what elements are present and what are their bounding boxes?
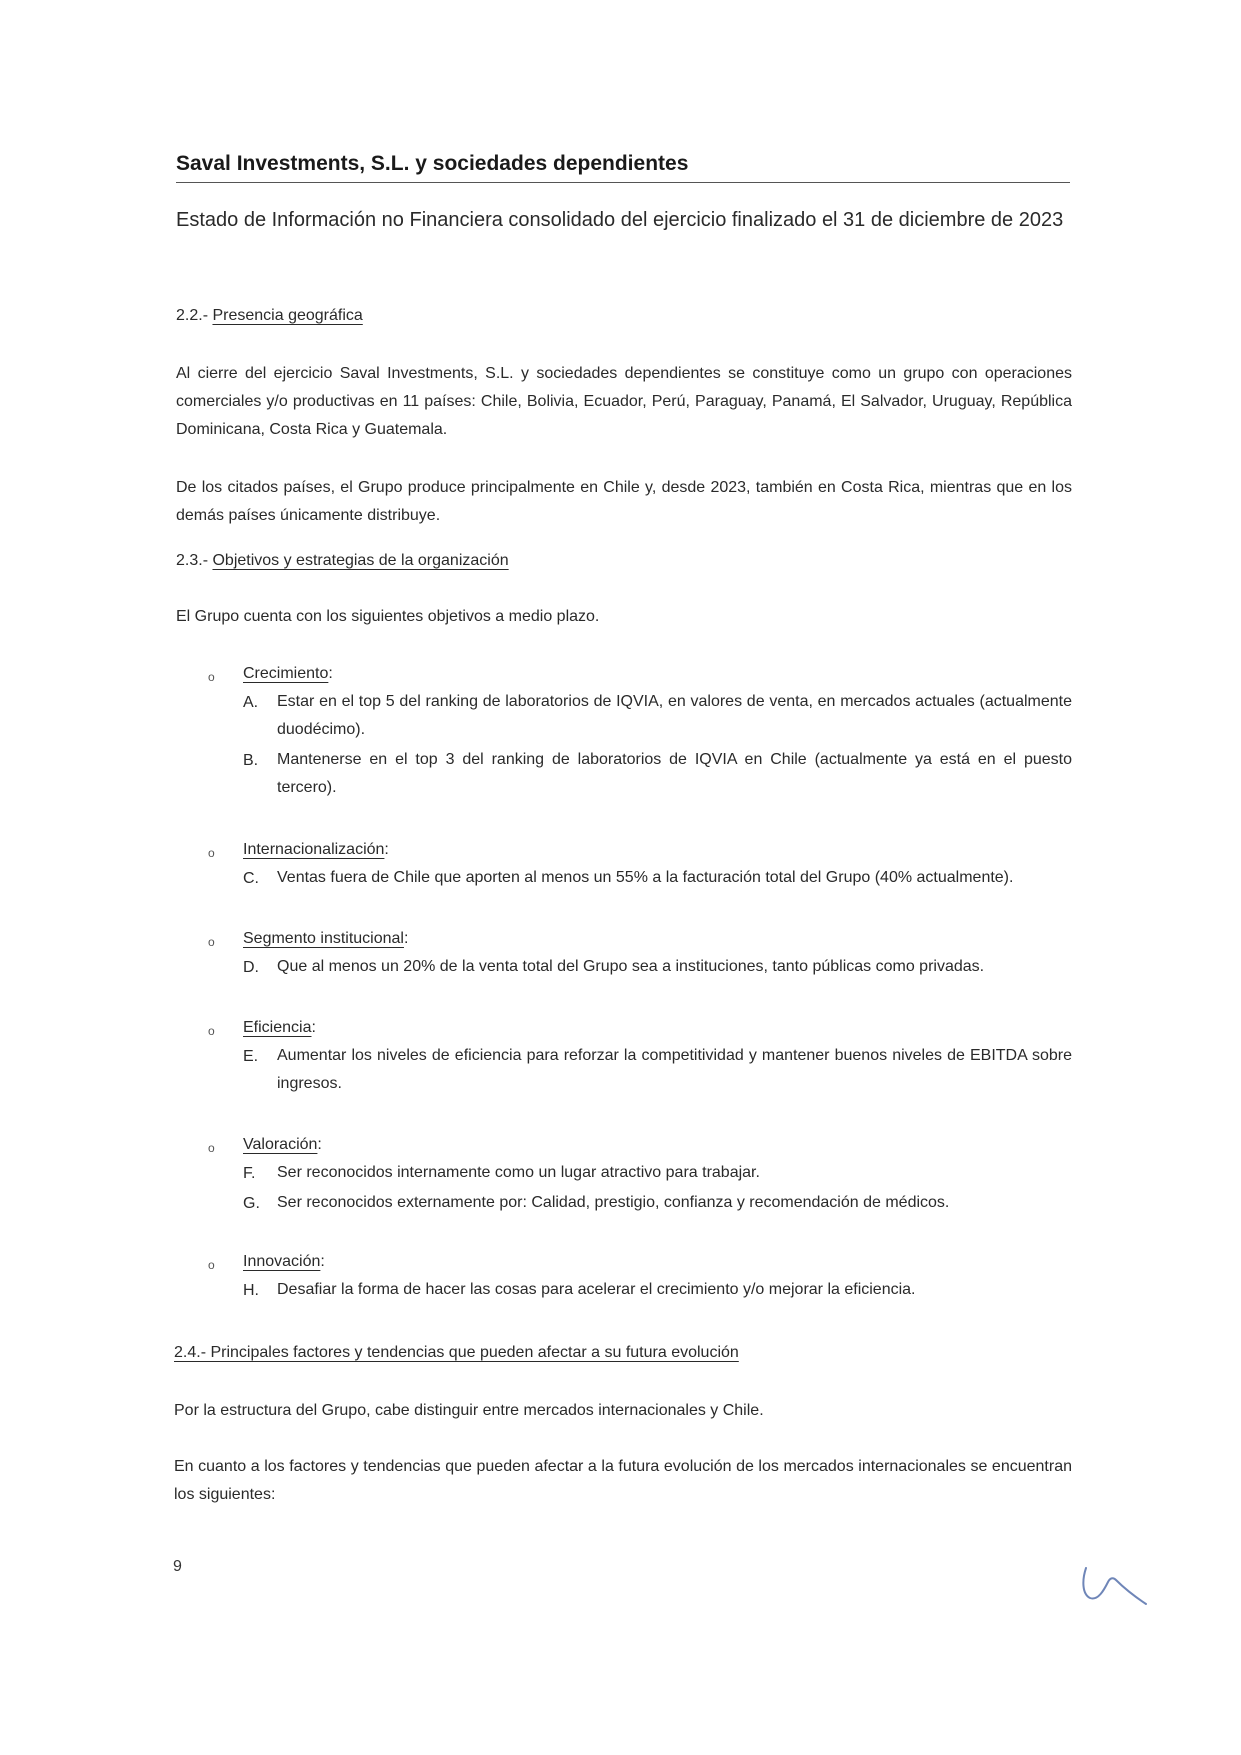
item-letter: H. <box>243 1282 259 1299</box>
page-number: 9 <box>173 1558 182 1575</box>
group-title: Eficiencia <box>243 1019 312 1036</box>
signature-mark-icon <box>1080 1560 1150 1610</box>
objective-group-title <box>243 930 408 948</box>
group-title-suffix: : <box>384 841 389 858</box>
group-title-suffix: : <box>311 1019 316 1036</box>
header-divider <box>176 182 1070 183</box>
bullet-icon: o <box>208 846 215 860</box>
group-title: Valoración <box>243 1136 318 1153</box>
section-heading-2-2 <box>176 307 363 325</box>
group-title-suffix: : <box>403 930 409 947</box>
item-letter: A. <box>243 694 259 711</box>
bullet-icon: o <box>208 935 215 949</box>
paragraph-geographic-presence: Al cierre del ejercicio Saval Investments, S.L. y sociedades dependientes se constituye como un grupo con operaciones comerciales y/o productivas en 11 países: Chile, Bolivia, Ecuador, Perú, Paraguay, Panamá, El Salvador, Uruguay, República Dominicana, Costa Rica y Guatemala. <box>176 365 1072 438</box>
bullet-icon: o <box>208 1258 215 1272</box>
item-text: Ventas fuera de Chile que aporten al menos un 55% a la facturación total del Grupo (40% actualmente). <box>277 869 1014 886</box>
section-title: Presencia geográfica <box>212 307 363 324</box>
paragraph-structure: Por la estructura del Grupo, cabe distinguir entre mercados internacionales y Chile. <box>174 1402 764 1419</box>
objective-group-title <box>243 1253 325 1271</box>
objective-group-title <box>243 1019 316 1037</box>
bullet-icon: o <box>208 1024 215 1038</box>
objective-group-title <box>243 1136 322 1154</box>
item-text: Ser reconocidos internamente como un lugar atractivo para trabajar. <box>277 1164 760 1181</box>
group-title: Segmento institucional <box>243 930 404 947</box>
section-title: Objetivos y estrategias de la organización <box>212 552 509 569</box>
item-letter: E. <box>243 1048 259 1065</box>
section-number: 2.2.- <box>176 307 213 324</box>
section-title: 2.4.- Principales factores y tendencias que pueden afectar a su futura evolución <box>174 1344 739 1361</box>
item-text: Que al menos un 20% de la venta total del Grupo sea a instituciones, tanto públicas como privadas. <box>277 958 985 975</box>
objective-group-title <box>243 665 333 683</box>
item-letter: F. <box>243 1165 256 1182</box>
group-title: Innovación <box>243 1253 321 1270</box>
section-heading-2-3 <box>176 552 509 570</box>
group-title-suffix: : <box>328 665 333 682</box>
group-title: Crecimiento <box>243 665 329 682</box>
paragraph-production: De los citados países, el Grupo produce principalmente en Chile y, desde 2023, también en Costa Rica, mientras que en los demás países únicamente distribuye. <box>176 479 1072 524</box>
objectives-intro: El Grupo cuenta con los siguientes objetivos a medio plazo. <box>176 608 600 625</box>
group-title: Internacionalización <box>243 841 385 858</box>
item-text: Ser reconocidos externamente por: Calidad, prestigio, confianza y recomendación de médicos. <box>277 1194 950 1211</box>
section-number: 2.3.- <box>176 552 213 569</box>
group-title-suffix: : <box>320 1253 325 1270</box>
section-heading-2-4 <box>174 1344 739 1362</box>
item-text: Mantenerse en el top 3 del ranking de laboratorios de IQVIA en Chile (actualmente ya está en el puesto tercero). <box>277 751 1072 796</box>
company-header: Saval Investments, S.L. y sociedades dependientes <box>176 152 689 175</box>
report-title: Estado de Información no Financiera consolidado del ejercicio finalizado el 31 de diciembre de 2023 <box>176 209 1064 231</box>
group-title-suffix: : <box>317 1136 322 1153</box>
item-text: Aumentar los niveles de eficiencia para reforzar la competitividad y mantener buenos niveles de EBITDA sobre ingresos. <box>277 1047 1072 1092</box>
bullet-icon: o <box>208 670 215 684</box>
bullet-icon: o <box>208 1141 215 1155</box>
item-letter: D. <box>243 959 259 976</box>
item-letter: G. <box>243 1195 260 1212</box>
item-letter: C. <box>243 870 259 887</box>
item-letter: B. <box>243 752 259 769</box>
item-text: Desafiar la forma de hacer las cosas para acelerar el crecimiento y/o mejorar la eficiencia. <box>277 1281 916 1298</box>
paragraph-factors: En cuanto a los factores y tendencias que pueden afectar a la futura evolución de los mercados internacionales se encuentran los siguientes: <box>174 1458 1072 1503</box>
objective-group-title <box>243 841 389 859</box>
item-text: Estar en el top 5 del ranking de laboratorios de IQVIA, en valores de venta, en mercados actuales (actualmente duodécimo). <box>277 693 1072 738</box>
